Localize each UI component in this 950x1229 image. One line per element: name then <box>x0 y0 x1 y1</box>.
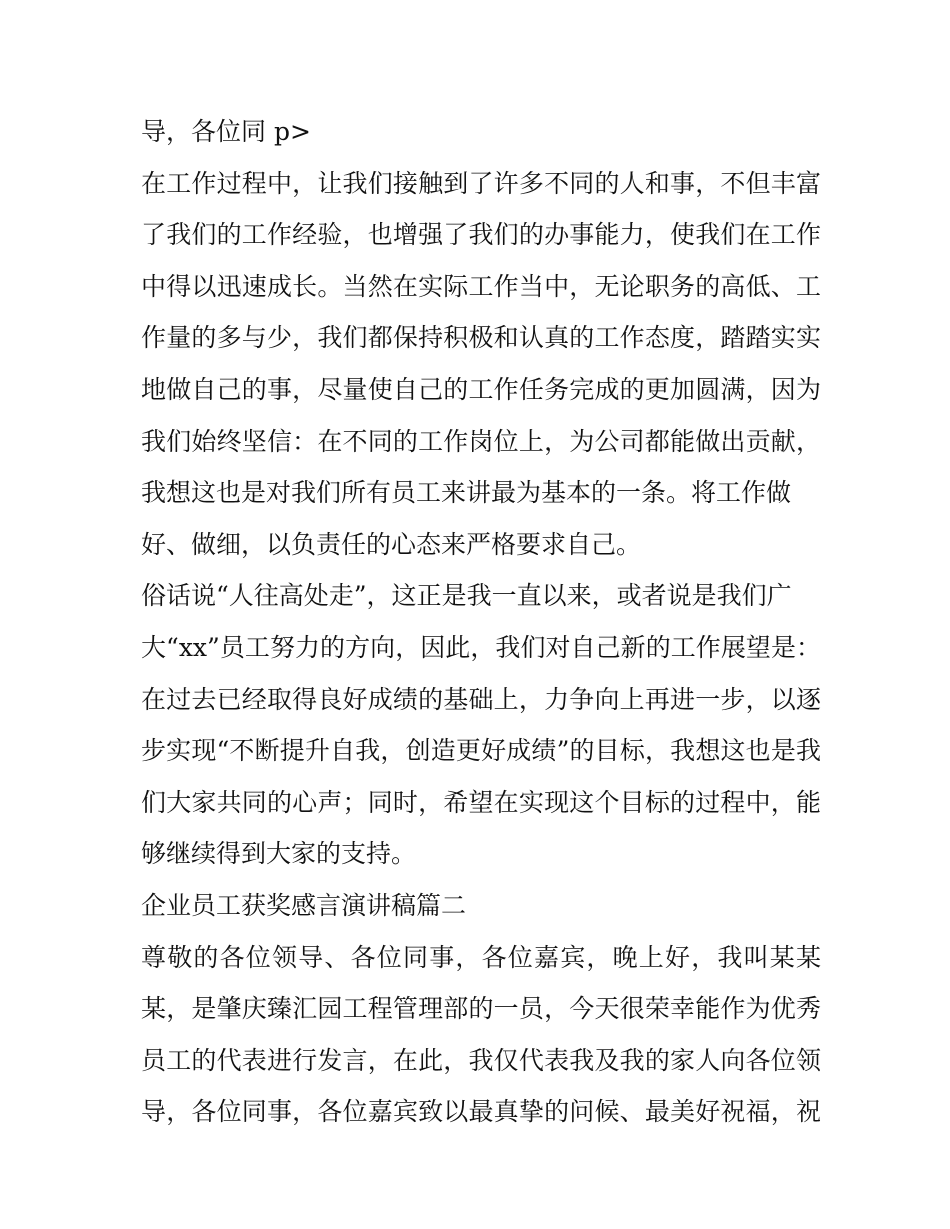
text-line: 导，各位同 p> <box>141 117 311 146</box>
text-line: 在过去已经取得良好成绩的基础上，力争向上再进一步，以逐 <box>141 684 821 714</box>
text-line: 企业员工获奖感言演讲稿篇二 <box>141 890 467 920</box>
text-line: 在工作过程中，让我们接触到了许多不同的人和事，不但丰富 <box>141 168 821 198</box>
text-line: 俗话说“人往高处走”，这正是我一直以来，或者说是我们广 <box>141 581 792 611</box>
text-line: 中得以迅速成长。当然在实际工作当中，无论职务的高低、工 <box>141 271 821 301</box>
text-line: 地做自己的事，尽量使自己的工作任务完成的更加圆满，因为 <box>141 374 821 404</box>
text-line: 大“xx”员工努力的方向，因此，我们对自己新的工作展望是： <box>141 632 821 662</box>
text-line: 们大家共同的心声；同时，希望在实现这个目标的过程中，能 <box>141 787 821 817</box>
text-line: 步实现“不断提升自我，创造更好成绩”的目标，我想这也是我 <box>141 736 821 766</box>
text-line: 导，各位同事，各位嘉宾致以最真挚的问候、最美好祝福，祝 <box>141 1097 821 1127</box>
text-line: 作量的多与少，我们都保持积极和认真的工作态度，踏踏实实 <box>141 323 821 353</box>
text-line: 尊敬的各位领导、各位同事，各位嘉宾，晚上好，我叫某某 <box>141 942 821 972</box>
text-line: 某，是肇庆臻汇园工程管理部的一员，今天很荣幸能作为优秀 <box>141 994 821 1024</box>
text-line: 好、做细，以负责任的心态来严格要求自己。 <box>141 529 642 559</box>
text-line: 够继续得到大家的支持。 <box>141 839 417 869</box>
document-body <box>141 106 821 1138</box>
text-line: 员工的代表进行发言，在此，我仅代表我及我的家人向各位领 <box>141 1045 821 1075</box>
text-line: 了我们的工作经验，也增强了我们的办事能力，使我们在工作 <box>141 220 821 250</box>
text-line: 我想这也是对我们所有员工来讲最为基本的一条。将工作做 <box>141 478 792 508</box>
text-line: 我们始终坚信：在不同的工作岗位上，为公司都能做出贡献， <box>141 426 821 456</box>
